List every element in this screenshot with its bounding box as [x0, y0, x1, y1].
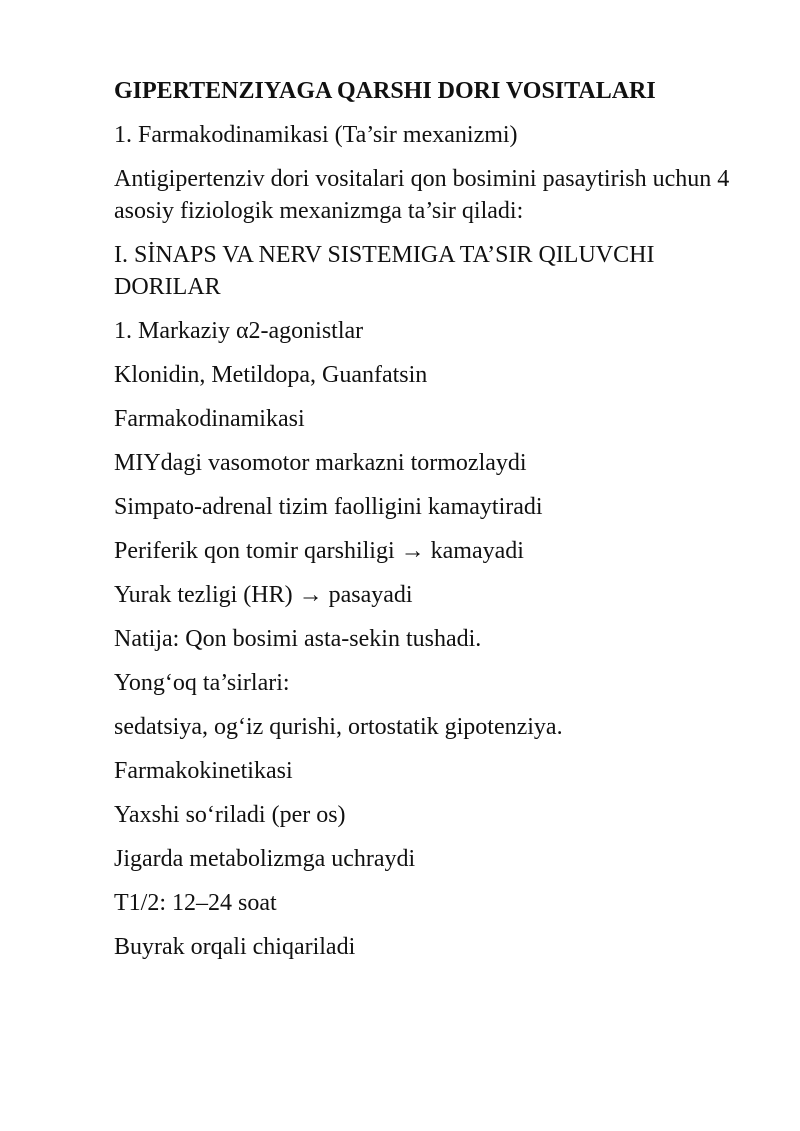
group-heading-sinaps: I. SİNAPS VA NERV SISTEMIGA TA’SIR QILUVCHI DORILAR [114, 242, 655, 300]
farmakokinetika-label: Farmakokinetikasi [114, 758, 293, 784]
effect-line: Yurak tezligi (HR) → pasayadi [114, 582, 413, 608]
drug-examples: Klonidin, Metildopa, Guanfatsin [114, 362, 428, 388]
side-effects-label: Yong‘oq ta’sirlari: [114, 670, 290, 696]
effect-line: Periferik qon tomir qarshiligi → kamayadi [114, 538, 524, 564]
pk-line: Buyrak orqali chiqariladi [114, 934, 356, 960]
intro-paragraph: Antigipertenziv dori vositalari qon bosimini pasaytirish uchun 4 asosiy fiziologik mexanizmga ta’sir qiladi: [114, 166, 730, 224]
document-title: GIPERTENZIYAGA QARSHI DORI VOSITALARI [114, 78, 656, 104]
pk-line: Jigarda metabolizmga uchraydi [114, 846, 416, 872]
farmakodinamika-label: Farmakodinamikasi [114, 406, 305, 432]
effect-line: MIYdagi vasomotor markazni tormozlaydi [114, 450, 527, 476]
pk-line: Yaxshi so‘riladi (per os) [114, 802, 346, 828]
side-effects-list: sedatsiya, og‘iz qurishi, ortostatik gipotenziya. [114, 714, 563, 740]
effect-line: Simpato-adrenal tizim faolligini kamaytiradi [114, 494, 543, 520]
pk-line: T1/2: 12–24 soat [114, 890, 277, 916]
section-heading-farmakodinamika: 1. Farmakodinamikasi (Ta’sir mexanizmi) [114, 122, 518, 148]
subsection-heading-alpha2: 1. Markaziy α2-agonistlar [114, 318, 364, 344]
result-line: Natija: Qon bosimi asta-sekin tushadi. [114, 626, 482, 652]
